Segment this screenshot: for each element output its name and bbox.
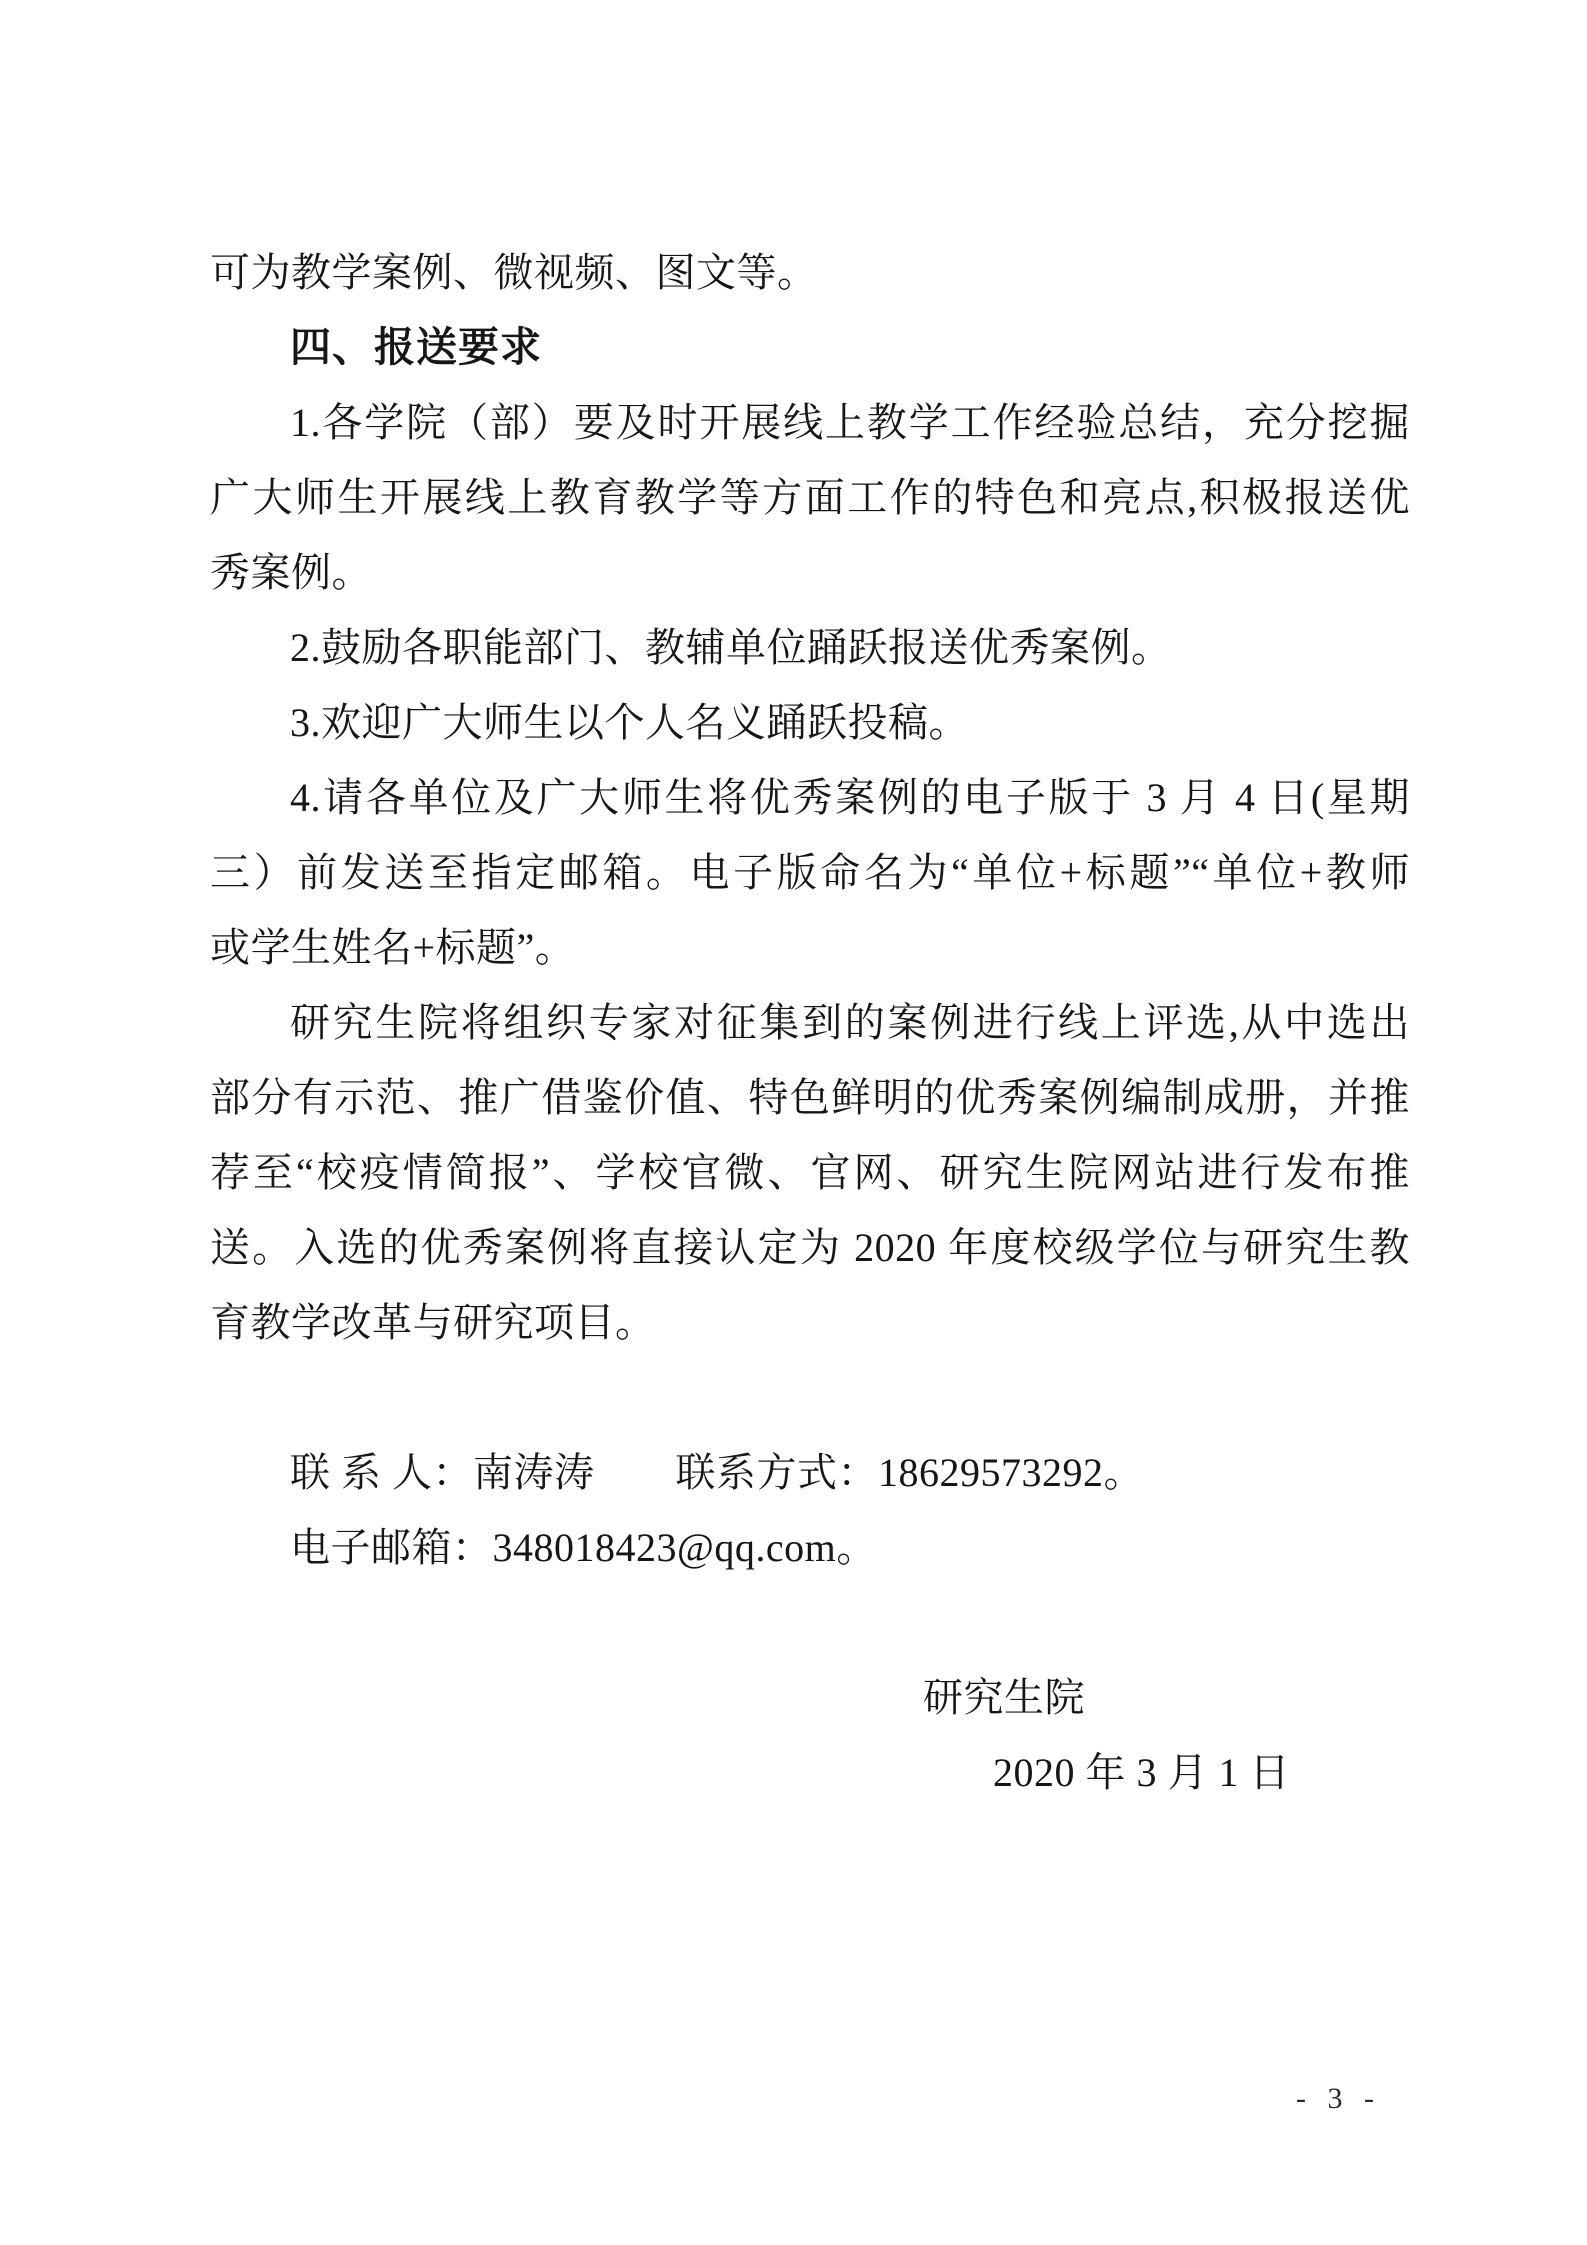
text-line	[210, 1360, 1410, 1435]
text-line: 2.鼓励各职能部门、教辅单位踊跃报送优秀案例。	[290, 625, 1172, 670]
document-content	[210, 235, 1410, 1810]
text-line: 送。入选的优秀案例将直接认定为 2020 年度校级学位与研究生教	[210, 1225, 1410, 1270]
text-line: 联 系 人：南涛涛 联系方式：18629573292。	[290, 1450, 1144, 1495]
text-line: 四、报送要求	[290, 324, 542, 370]
text-line: 3.欢迎广大师生以个人名义踊跃投稿。	[290, 700, 969, 745]
page-number: - 3 -	[1296, 2082, 1381, 2115]
text-line: 可为教学案例、微视频、图文等。	[210, 250, 818, 295]
document-body	[210, 235, 1410, 1585]
text-line: 荐至“校疫情简报”、学校官微、官网、研究生院网站进行发布推	[210, 1150, 1410, 1195]
signature-org: 研究生院	[923, 1675, 1085, 1720]
text-line: 三）前发送至指定邮箱。电子版命名为“单位+标题”“单位+教师	[210, 850, 1410, 895]
text-line: 研究生院将组织专家对征集到的案例进行线上评选,从中选出	[290, 1000, 1410, 1045]
signature-date: 2020 年 3 月 1 日	[993, 1750, 1290, 1795]
text-line: 或学生姓名+标题”。	[210, 925, 576, 970]
text-line: 电子邮箱：348018423@qq.com。	[290, 1525, 877, 1570]
text-line: 4.请各单位及广大师生将优秀案例的电子版于 3 月 4 日(星期	[290, 775, 1410, 820]
text-line: 部分有示范、推广借鉴价值、特色鲜明的优秀案例编制成册，并推	[210, 1075, 1410, 1120]
spacer-line	[210, 1585, 1410, 1660]
text-line: 广大师生开展线上教育教学等方面工作的特色和亮点,积极报送优	[210, 475, 1410, 520]
text-line: 育教学改革与研究项目。	[210, 1300, 656, 1345]
text-line: 1.各学院（部）要及时开展线上教学工作经验总结，充分挖掘	[290, 400, 1410, 445]
text-line: 秀案例。	[210, 550, 372, 595]
